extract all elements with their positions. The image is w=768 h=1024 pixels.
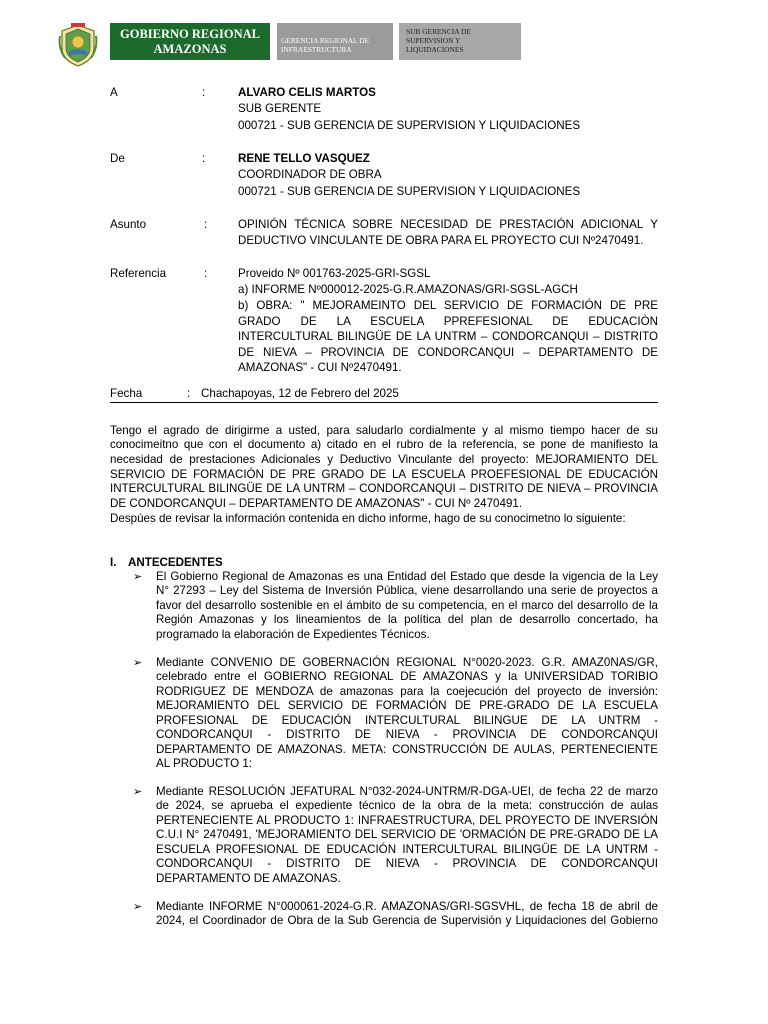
to-role: SUB GERENTE: [238, 102, 322, 115]
intro-line: Tengo el agrado de dirigirme a usted, para saludarlo cordialmente y al mismo tiempo hacer de su: [110, 424, 658, 437]
section-title: ANTECEDENTES: [128, 556, 223, 569]
arrow-bullet-icon: ➢: [133, 901, 143, 913]
intro-line: SERVICIO DE FORMACIÓN DE PRE GRADO DE LA ESCUELA PROEFESIONAL DE EDUCACIÓN: [110, 468, 658, 481]
bullet-line: 2024, el Coordinador de Obra de la Sub Gerencia de Supervisión y Liquidaciones del Gobierno: [156, 914, 658, 927]
intro-line: INTERCULTURAL BILINGÜE DE LA UNTRM – CONDORCANQUI – DISTRITO DE NIEVA – PROVINCIA: [110, 482, 658, 495]
header-title-line2: AMAZONAS: [153, 42, 227, 56]
subject-colon: :: [204, 218, 208, 231]
bullet-line: Mediante CONVENIO DE GOBERNACIÓN REGIONAL N°0020-2023. G.R. AMAZ0NAS/GR,: [156, 656, 658, 669]
header-gerencia-line2: INFRAESTRUCTURA: [281, 45, 352, 54]
from-office: 000721 - SUB GERENCIA DE SUPERVISION Y LIQUIDACIONES: [238, 185, 581, 198]
date-label: Fecha: [110, 387, 143, 400]
header-gerencia-box: [277, 23, 393, 60]
date-colon: :: [187, 387, 191, 400]
arrow-bullet-icon: ➢: [133, 786, 143, 798]
to-name: ALVARO CELIS MARTOS: [238, 86, 376, 99]
bullet-line: CONDORCANQUI - DISTRITO DE NIEVA - PROVINCIA DE CONDORCANQUI: [156, 857, 658, 870]
reference-line: INTERCULTURAL BILINGÜE DE LA UNTRM – CONDORCANQUI – DISTRITO: [238, 330, 658, 343]
reference-line: AMAZONAS" - CUI Nº2470491.: [238, 361, 402, 374]
reference-line: DE NIEVA – PROVINCIA DE CONDORCANQUI – DEPARTAMENTO DE: [238, 346, 658, 359]
bullet-line: PERTENECIENTE AL PRODUCTO 1: INFRAESTRUCTURA, DEL PROYECTO DE INVERSIÓN: [156, 814, 658, 827]
bullet-line: de 2024, se aprueba el expediente técnico de la obra de la meta: construcción de aulas: [156, 799, 658, 812]
reference-colon: :: [204, 267, 208, 280]
bullet-line: El Gobierno Regional de Amazonas es una Entidad del Estado que desde la vigencia de la Ley: [156, 570, 658, 583]
bullet-line: PROFESIONAL DE EDUCACIÓN INTERCULTURAL BILINGUE DE LA UNTRM -: [156, 714, 658, 727]
to-office: 000721 - SUB GERENCIA DE SUPERVISION Y LIQUIDACIONES: [238, 119, 581, 132]
bullet-line: programado la elaboración de Expedientes Técnicos.: [156, 628, 430, 641]
bullet-line: AL PRODUCTO 1:: [156, 757, 252, 770]
header-subgerencia-line2: SUPERVISION Y: [406, 36, 461, 45]
from-label: De: [110, 152, 125, 165]
bullet-line: DEPARTAMENTO DE AMAZONAS. META: CONSTRUCCIÓN DE AULAS, PERTENECIENTE: [156, 743, 658, 756]
regional-government-seal-icon: [57, 22, 99, 68]
date-value: Chachapoyas, 12 de Febrero del 2025: [201, 387, 399, 400]
header-subgerencia-line1: SUB GERENCIA DE: [406, 27, 471, 36]
reference-line: b) OBRA: " MEJORAMEINTO DEL SERVICIO DE FORMACIÓN DE PRE: [238, 299, 658, 312]
from-role: COORDINADOR DE OBRA: [238, 168, 382, 181]
bullet-line: Mediante INFORME N°000061-2024-G.R. AMAZONAS/GRI-SGSVHL, de fecha 18 de abril de: [156, 900, 658, 913]
header-subgerencia-box: [399, 23, 521, 60]
reference-line: a) INFORME Nº000012-2025-G.R.AMAZONAS/GRI-SGSL-AGCH: [238, 283, 578, 296]
intro-line: conocimeitno que con el documento a) citado en el rubro de la referencia, se pone de manifiesto la: [110, 438, 658, 451]
bullet-line: DEPARTAMENTO DE AMAZONAS.: [156, 872, 341, 885]
header-institution-banner: [110, 23, 270, 60]
bullet-line: CONDORCANQUI - DISTRITO DE NIEVA - PROVINCIA DE CONDORCANQUI: [156, 728, 658, 741]
to-colon: :: [202, 86, 206, 99]
reference-label: Referencia: [110, 267, 167, 280]
header-subgerencia-line3: LIQUIDACIONES: [406, 45, 464, 54]
bullet-line: favor del desarrollo sostenible en el ámbito de su competencia, en el marco del desarrollo de la: [156, 599, 658, 612]
bullet-line: ESCUELA PROFESIONAL DE EDUCACIÓN INTERCULTURAL BILINGÜE DE LA UNTRM -: [156, 843, 658, 856]
bullet-line: Mediante RESOLUCIÓN JEFATURAL N°032-2024-UNTRM/R-DGA-UEI, de fecha 22 de marzo: [156, 785, 658, 798]
bullet-line: celebrado entre el GOBIERNO REGIONAL DE AMAZONAS y la UNIVERSIDAD TORIBIO: [156, 670, 658, 683]
bullet-line: C.U.I N° 2470491, 'MEJORAMIENTO DEL SERVICIO DE 'ORMACIÓN DE PRE-GRADO DE LA: [156, 828, 658, 841]
bullet-line: RODRIGUEZ DE MENDOZA de amazonas para la coejecución del proyecto de inversión:: [156, 685, 658, 698]
subject-line: DEDUCTIVO VINCULANTE DE OBRA PARA EL PROYECTO CUI Nº2470491.: [238, 234, 644, 247]
from-colon: :: [202, 152, 206, 165]
subject-line: OPINIÓN TÉCNICA SOBRE NECESIDAD DE PRESTACIÓN ADICIONAL Y: [238, 218, 658, 231]
to-label: A: [110, 86, 118, 99]
header-divider: [110, 402, 658, 403]
bullet-line: N° 27293 – Ley del Sistema de Inversión Pública, viene desarrollando una serie de proyectos a: [156, 584, 658, 597]
intro-closing-line: Despúes de revisar la información contenida en dicho informe, hago de su conocimetno lo siguiente:: [110, 512, 626, 525]
section-number: I.: [110, 556, 117, 569]
reference-line: Proveido Nº 001763-2025-GRI-SGSL: [238, 267, 431, 280]
arrow-bullet-icon: ➢: [133, 657, 143, 669]
bullet-line: Región Amazonas y los lineamientos de la política del plan de desarrollo concertado, ha: [156, 613, 658, 626]
intro-line: necesidad de prestaciones Adicionales y Deductivo Vinculante del proyecto: MEJORAMIENTO DEL: [110, 453, 658, 466]
subject-label: Asunto: [110, 218, 147, 231]
header-gerencia-line1: GERENCIA REGIONAL DE: [281, 36, 369, 45]
arrow-bullet-icon: ➢: [133, 571, 143, 583]
bullet-line: MEJORAMIENTO DEL SERVICIO DE FORMACIÓN DE PRE-GRADO DE LA ESCUELA: [156, 699, 658, 712]
intro-line: DE CONDORCANQUI – DEPARTAMENTO DE AMAZONAS" - CUI Nº 2470491.: [110, 497, 523, 510]
header-title-line1: GOBIERNO REGIONAL: [120, 27, 260, 41]
reference-line: GRADO DE LA ESCUELA PPREFESIONAL DE EDUCACIÒN: [238, 315, 658, 328]
from-name: RENE TELLO VASQUEZ: [238, 152, 370, 165]
